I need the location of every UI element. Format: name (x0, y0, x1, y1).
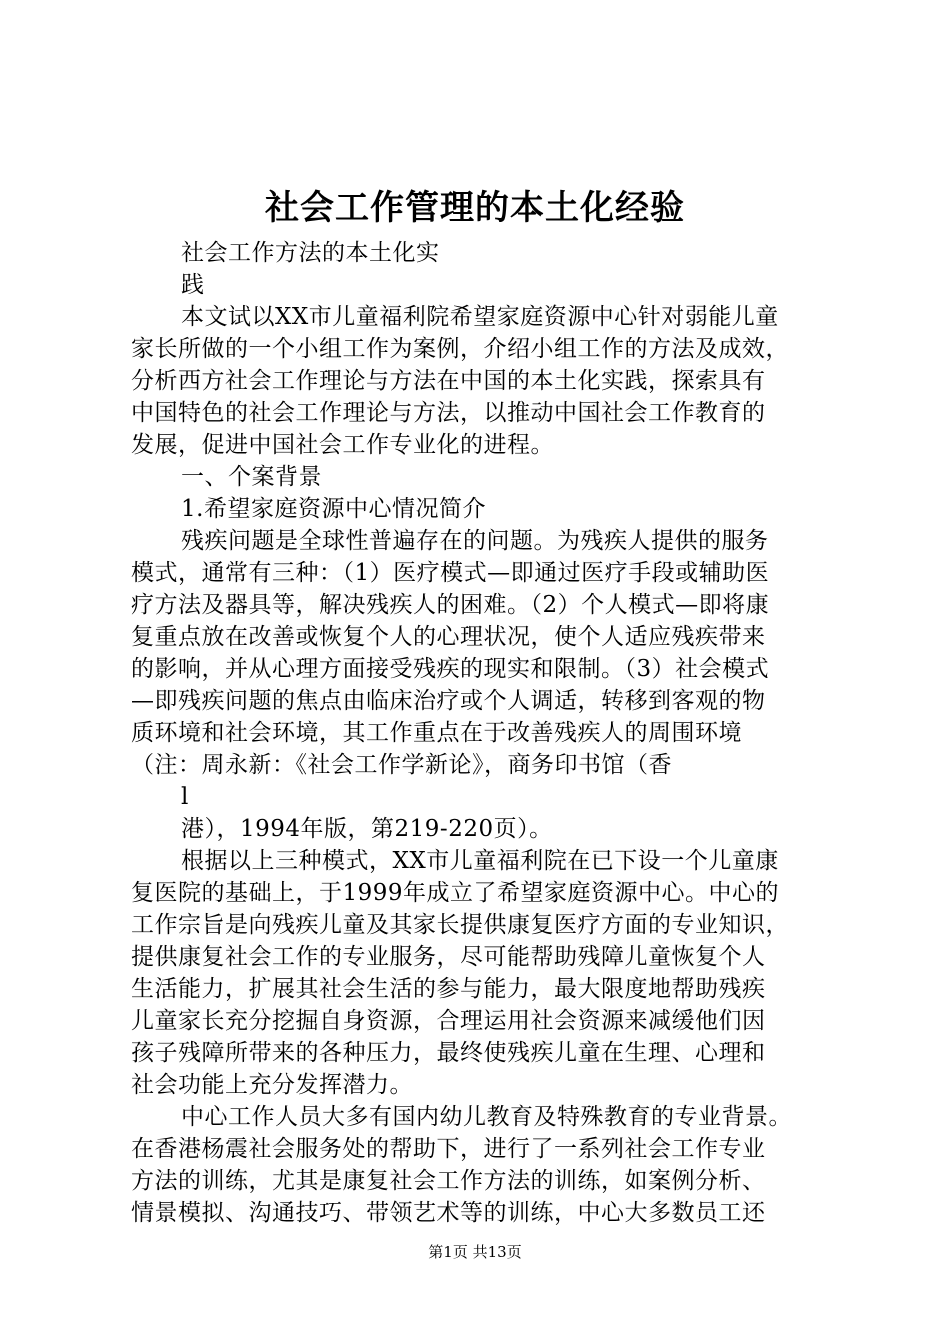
text-line: —即残疾问题的焦点由临床治疗或个人调适，转移到客观的物 (131, 688, 766, 714)
text-line: 家长所做的一个小组工作为案例，介绍小组工作的方法及成效， (131, 336, 789, 362)
text-line: 情景模拟、沟通技巧、带领艺术等的训练，中心大多数员工还 (131, 1200, 766, 1226)
text-line: 港），1994年版，第219-220页）。 (181, 816, 553, 842)
text-line: 的影响，并从心理方面接受残疾的现实和限制。（3）社会模式 (131, 656, 770, 682)
text-line: l (181, 784, 189, 810)
text-line: 复医院的基础上，于1999年成立了希望家庭资源中心。中心的 (131, 880, 780, 906)
text-line: 方法的训练，尤其是康复社会工作方法的训练，如案例分析、 (131, 1168, 766, 1194)
text-line: 工作宗旨是向残疾儿童及其家长提供康复医疗方面的专业知识， (131, 912, 789, 938)
text-line: （注：周永新：《社会工作学新论》，商务印书馆（香 (131, 752, 672, 778)
text-line: 中心工作人员大多有国内幼儿教育及特殊教育的专业背景。 (181, 1104, 792, 1130)
text-line: 发展，促进中国社会工作专业化的进程。 (131, 432, 554, 458)
text-line: 中国特色的社会工作理论与方法，以推动中国社会工作教育的 (131, 400, 766, 426)
text-line: 分析西方社会工作理论与方法在中国的本土化实践，探索具有 (131, 368, 766, 394)
text-line: 生活能力，扩展其社会生活的参与能力，最大限度地帮助残疾 (131, 976, 766, 1002)
text-line: 根据以上三种模式，XX市儿童福利院在已下设一个儿童康 (181, 848, 779, 874)
subsection-heading: 1.希望家庭资源中心情况简介 (181, 496, 486, 522)
text-line: 提供康复社会工作的专业服务，尽可能帮助残障儿童恢复个人 (131, 944, 766, 970)
text-line: 本文试以XX市儿童福利院希望家庭资源中心针对弱能儿童 (181, 304, 779, 330)
text-line: 在香港杨震社会服务处的帮助下，进行了一系列社会工作专业 (131, 1136, 766, 1162)
document-title: 社会工作管理的本土化经验 (265, 188, 685, 228)
text-line: 孩子残障所带来的各种压力，最终使残疾儿童在生理、心理和 (131, 1040, 766, 1066)
text-line: 残疾问题是全球性普遍存在的问题。为残疾人提供的服务 (181, 528, 769, 554)
text-line: 模式，通常有三种：（1）医疗模式—即通过医疗手段或辅助医 (131, 560, 770, 586)
text-line: 儿童家长充分挖掘自身资源，合理运用社会资源来减缓他们因 (131, 1008, 766, 1034)
text-line: 疗方法及器具等，解决残疾人的困难。（2）个人模式—即将康 (131, 592, 770, 618)
text-line: 质环境和社会环境，其工作重点在于改善残疾人的周围环境 (131, 720, 742, 746)
text-line: 践 (181, 272, 205, 298)
page-footer: 第1页 共13页 (428, 1243, 522, 1261)
section-heading: 一、个案背景 (181, 464, 322, 490)
text-line: 社会工作方法的本土化实 (181, 240, 440, 266)
text-line: 社会功能上充分发挥潜力。 (131, 1072, 413, 1098)
text-line: 复重点放在改善或恢复个人的心理状况，使个人适应残疾带来 (131, 624, 766, 650)
